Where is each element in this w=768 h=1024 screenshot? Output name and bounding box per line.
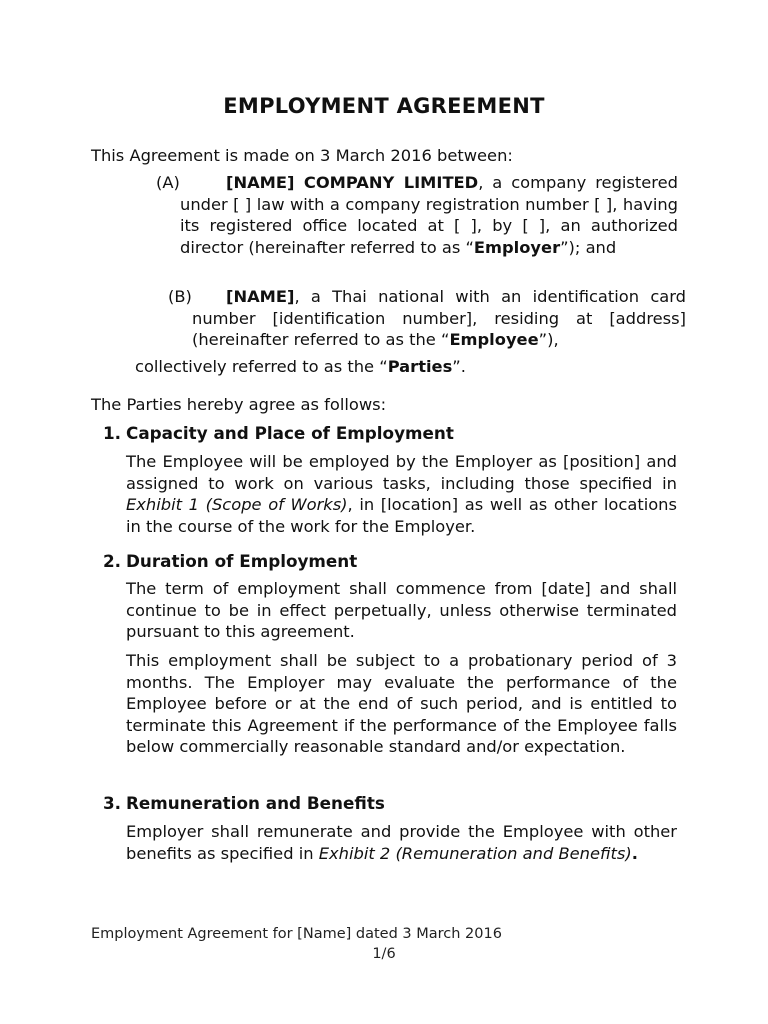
section-1-title: Capacity and Place of Employment xyxy=(126,423,454,443)
party-b-end: ”), xyxy=(538,330,559,349)
section-1-text-end: , in [location] as well as other locations in the course of the work for the Employer. xyxy=(126,495,677,536)
document-title: EMPLOYMENT AGREEMENT xyxy=(223,94,545,118)
section-1-number: 1. xyxy=(103,423,122,443)
page-number: 1/6 xyxy=(372,946,396,962)
exhibit-1-reference: Exhibit 1 (Scope of Works) xyxy=(126,495,348,514)
exhibit-2-reference: Exhibit 2 (Remuneration and Benefits) xyxy=(318,843,632,863)
section-2-paragraph-2: This employment shall be subject to a probationary period of 3 months. The Employer may evaluate the performance of the Employee before or at the end of such period, and is entitled to terminate this Agreement if the performance of the Employee falls below commercially reasonable standard and/or expectation. xyxy=(126,651,677,756)
section-3-title: Remuneration and Benefits xyxy=(126,793,385,813)
section-3-number: 3. xyxy=(103,793,122,813)
collective-line xyxy=(135,356,466,378)
party-a-text xyxy=(180,172,678,258)
parties-term: Parties xyxy=(387,357,453,376)
intro-line: This Agreement is made on 3 March 2016 between: xyxy=(91,146,513,165)
page-footer: Employment Agreement for [Name] dated 3 March 2016 xyxy=(91,926,502,942)
agree-line: The Parties hereby agree as follows: xyxy=(91,395,387,414)
party-b-body: , a Thai national with an identification card number [identification number], residing at [address] (hereinafter referred to as the “ xyxy=(192,287,686,349)
collective-end: ”. xyxy=(452,357,466,376)
party-b-text xyxy=(192,286,686,351)
section-3-paragraph xyxy=(126,821,677,864)
employer-term: Employer xyxy=(473,237,561,257)
party-b-name: [NAME] xyxy=(226,287,295,306)
section-3-text-end: . xyxy=(631,843,638,863)
section-2-paragraph-1: The term of employment shall commence from [date] and shall continue to be in effect perpetually, unless otherwise terminated pursuant to this agreement. xyxy=(126,579,677,641)
section-1-paragraph xyxy=(126,451,677,537)
section-1-text: The Employee will be employed by the Employer as [position] and assigned to work on various tasks, including those specified in xyxy=(126,452,677,493)
party-a-name: [NAME] COMPANY LIMITED xyxy=(226,173,479,192)
collective-text: collectively referred to as the “ xyxy=(135,357,388,376)
section-2-title: Duration of Employment xyxy=(126,551,358,571)
section-2-number: 2. xyxy=(103,551,122,571)
employee-term: Employee xyxy=(449,330,539,349)
party-b-label: (B) xyxy=(168,287,192,306)
party-a-end: ”); and xyxy=(560,237,617,257)
party-a-label: (A) xyxy=(156,173,180,192)
party-a-body: , a company registered under [ ] law with a company registration number [ ], having its registered office located at [ ], by [ ], an authorized director (hereinafter referred to as “ xyxy=(180,173,678,257)
party-a-clause xyxy=(156,172,678,258)
section-3-text: Employer shall remunerate and provide the Employee with other benefits as specified in xyxy=(126,822,677,863)
party-b-clause xyxy=(168,286,686,351)
